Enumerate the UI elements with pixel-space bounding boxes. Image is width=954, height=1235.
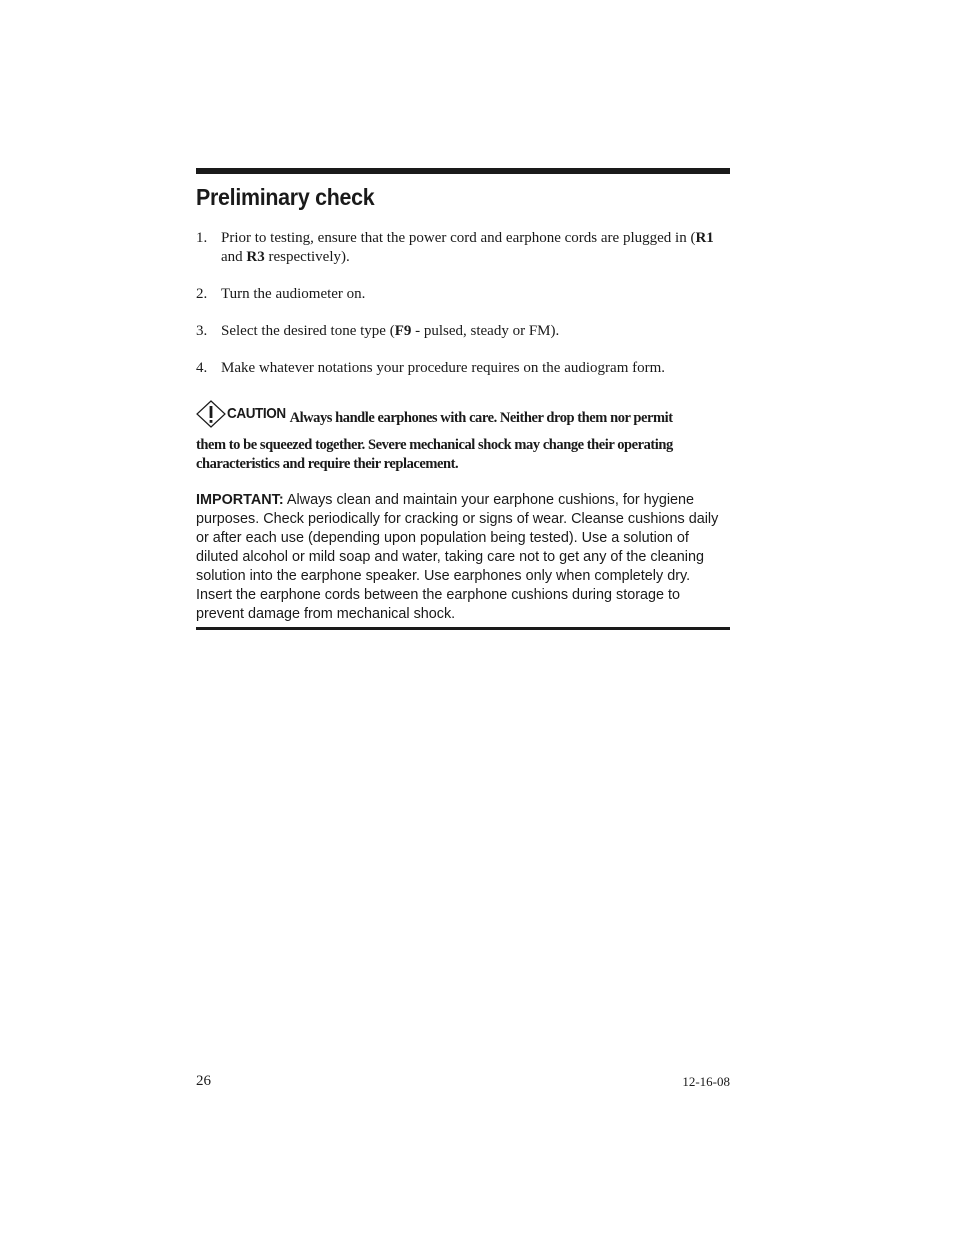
- warning-exclamation-icon: [196, 400, 226, 428]
- step-number: 2.: [196, 286, 208, 302]
- page-content: [196, 168, 730, 624]
- step-item: 1. Prior to testing, ensure that the power cord and earphone cords are plugged in (R1 and R3 respectively).: [196, 230, 714, 265]
- revision-date: 12-16-08: [682, 1074, 730, 1089]
- connector-label: R3: [246, 249, 265, 265]
- step-item: 3. Select the desired tone type (F9 - pulsed, steady or FM).: [196, 323, 560, 339]
- top-rule: [196, 168, 730, 174]
- step-item: 2. Turn the audiometer on.: [196, 286, 366, 302]
- important-label: IMPORTANT:: [196, 492, 284, 508]
- important-text: Always clean and maintain your earphone cushions, for hygiene purposes. Check periodically for cracking or signs of wear. Cleanse cushions daily or after each use (depending upon population being tested). Use a solution of diluted alcohol or mild soap and water, taking care not to get any of the cleaning solution into the earphone speaker. Use earphones only when completely dry. Insert the earphone cords between the earphone cushions during storage to prevent damage from mechanical shock.: [196, 492, 719, 622]
- caution-label: CAUTION: [227, 405, 286, 422]
- step-item: 4. Make whatever notations your procedure requires on the audiogram form.: [196, 360, 666, 376]
- caution-text-line2: them to be squeezed together. Severe mechanical shock may change their operating characteristics and require their replacement.: [196, 437, 673, 472]
- bottom-rule: [196, 627, 730, 630]
- step-number: 3.: [196, 323, 208, 339]
- caution-text-line1: Always handle earphones with care. Neither drop them nor permit: [289, 410, 673, 426]
- connector-label: R1: [695, 230, 714, 246]
- important-note: [196, 491, 730, 624]
- step-number: 4.: [196, 360, 208, 376]
- key-label: F9: [394, 323, 412, 339]
- caution-note: [196, 400, 730, 474]
- section-title: Preliminary check: [196, 184, 375, 210]
- step-number: 1.: [196, 230, 208, 246]
- page-number: 26: [196, 1073, 211, 1089]
- step-list: [196, 229, 730, 378]
